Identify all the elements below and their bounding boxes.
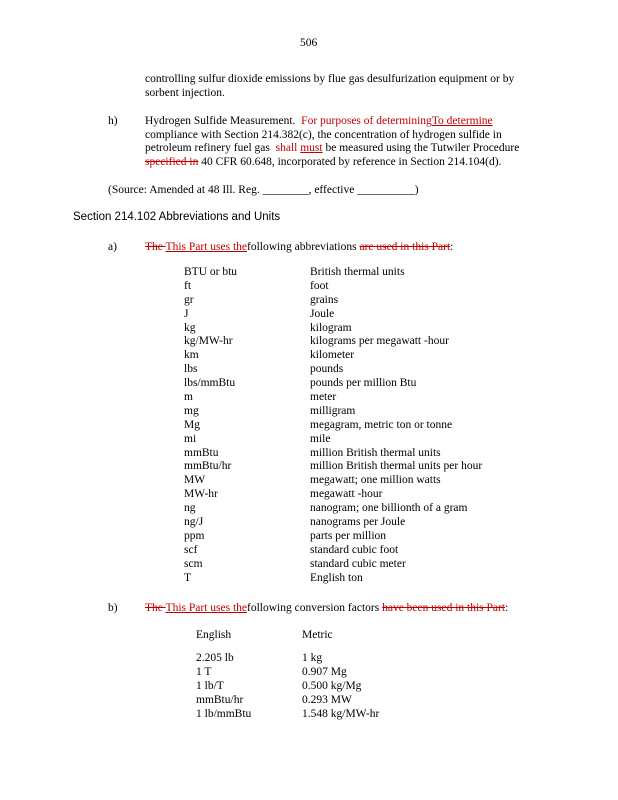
item-a-end: : [450, 241, 454, 253]
item-h-deleted-1: To determine [431, 115, 493, 127]
abbreviation-meaning: kilogram [310, 321, 352, 334]
abbreviation-meaning: megawatt; one million watts [310, 474, 441, 487]
item-h-line-3b: be measured using the Tutwiler Procedure [325, 142, 520, 154]
section-heading: Section 214.102 Abbreviations and Units [73, 211, 281, 223]
abbreviation-meaning: grains [310, 293, 339, 306]
item-h-heading: Hydrogen Sulfide Measurement. [145, 115, 296, 127]
conversion-metric-value: 1 kg [302, 652, 323, 664]
conversion-english-column [196, 652, 251, 721]
abbreviation-meaning: milligram [310, 404, 356, 417]
source-note: (Source: Amended at 48 Ill. Reg. ________, effective __________) [108, 184, 419, 196]
item-h-deleted-2: specified in [145, 155, 199, 168]
conversion-english-value: 1 T [196, 665, 212, 678]
abbreviation-meaning: Joule [310, 307, 335, 320]
abbreviation-term: scm [184, 557, 203, 570]
abbreviation-term: ft [184, 279, 192, 292]
intro-paragraph [145, 73, 545, 100]
item-h-line-2: compliance with Section 214.382(c), the concentration of hydrogen sulfide in [145, 128, 502, 141]
abbreviation-term: T [184, 571, 192, 584]
abbreviation-term: ppm [184, 529, 205, 542]
page-number: 506 [300, 37, 318, 49]
abbreviation-meaning: kilometer [310, 349, 355, 362]
abbreviation-meaning: parts per million [310, 529, 387, 542]
conversion-metric-column [302, 652, 379, 721]
item-h-marker: h) [108, 115, 118, 127]
abbreviation-meaning: million British thermal units per hour [310, 460, 483, 473]
abbreviation-term: km [184, 349, 199, 362]
item-h-insert-1: For purposes of determining [301, 115, 432, 127]
abbreviation-meaning: megawatt -hour [310, 488, 383, 501]
abbreviation-term: ng/J [184, 516, 204, 529]
intro-line-1: controlling sulfur dioxide emissions by flue gas desulfurization equipment or by [145, 73, 515, 85]
abbreviation-term: mg [184, 404, 199, 417]
abbreviation-meaning: foot [310, 279, 329, 292]
abbreviation-meaning: meter [310, 391, 337, 404]
abbreviation-term: MW [184, 474, 206, 487]
intro-line-2: sorbent injection. [145, 86, 225, 99]
item-a-deleted-1: The [145, 241, 166, 253]
abbreviation-term: MW-hr [184, 488, 218, 501]
abbreviation-term: kg/MW-hr [184, 335, 233, 348]
item-b-text [145, 602, 508, 614]
abbreviation-term: scf [184, 543, 198, 556]
item-a-deleted-2: are used in this Part [359, 241, 451, 253]
item-h-line-3a: petroleum refinery fuel gas [145, 142, 270, 154]
abbreviation-term: lbs [184, 363, 198, 376]
abbreviation-term: lbs/mmBtu [184, 377, 236, 390]
abbreviation-term: gr [184, 293, 194, 306]
abbreviation-term: Mg [184, 418, 200, 431]
abbreviation-meaning: nanogram; one billionth of a gram [310, 502, 468, 515]
conversion-header-metric: Metric [302, 629, 333, 641]
conversion-english-value: 1 lb/T [196, 679, 224, 692]
item-b-deleted-1: The [145, 602, 166, 614]
conversion-english-value: 1 lb/mmBtu [196, 707, 252, 720]
conversion-english-value: 2.205 lb [196, 652, 234, 664]
abbreviation-meaning: nanograms per Joule [310, 516, 406, 529]
item-a-marker: a) [108, 241, 117, 253]
item-b-end: : [505, 602, 509, 614]
abbreviation-term: mi [184, 432, 197, 445]
abbreviation-term: m [184, 391, 193, 404]
item-h-paragraph [145, 115, 555, 169]
abbreviation-term: J [184, 307, 189, 320]
abbreviation-column [184, 266, 237, 585]
abbreviation-meaning: mile [310, 432, 331, 445]
abbreviation-meaning: British thermal units [310, 266, 405, 278]
abbreviation-meaning: million British thermal units [310, 446, 441, 459]
conversion-metric-value: 1.548 kg/MW-hr [302, 707, 380, 720]
abbreviation-meaning: standard cubic meter [310, 557, 406, 570]
abbreviation-meaning: standard cubic foot [310, 543, 399, 556]
conversion-header-english: English [196, 629, 232, 641]
item-b-deleted-2: have been used in this Part [382, 602, 506, 614]
abbreviation-meaning: pounds per million Btu [310, 377, 417, 390]
item-a-text [145, 241, 453, 253]
item-a-body: following abbreviations [247, 241, 357, 253]
conversion-english-value: mmBtu/hr [196, 693, 244, 706]
item-h-insert-3: must [300, 142, 323, 154]
conversion-metric-value: 0.500 kg/Mg [302, 679, 362, 692]
abbreviation-term: kg [184, 321, 196, 334]
item-b-body: following conversion factors [247, 602, 380, 614]
abbreviation-term: mmBtu/hr [184, 460, 232, 473]
abbreviation-term: mmBtu [184, 446, 219, 459]
abbreviation-meaning: kilograms per megawatt -hour [310, 335, 449, 348]
abbreviation-meaning: English ton [310, 571, 363, 584]
item-b-marker: b) [108, 602, 118, 614]
abbreviation-meaning: pounds [310, 363, 344, 376]
abbreviation-term: BTU or btu [184, 266, 238, 278]
abbreviation-meaning: megagram, metric ton or tonne [310, 418, 453, 431]
abbreviation-term: ng [184, 502, 196, 515]
item-h-insert-2: shall [275, 142, 298, 154]
meaning-column [310, 266, 482, 585]
item-a-insert-1: This Part uses the [165, 241, 247, 253]
conversion-metric-value: 0.907 Mg [302, 665, 347, 678]
item-h-line-4: 40 CFR 60.648, incorporated by reference in Section 214.104(d). [201, 155, 502, 168]
conversion-metric-value: 0.293 MW [302, 693, 352, 706]
item-b-insert-1: This Part uses the [165, 602, 247, 614]
